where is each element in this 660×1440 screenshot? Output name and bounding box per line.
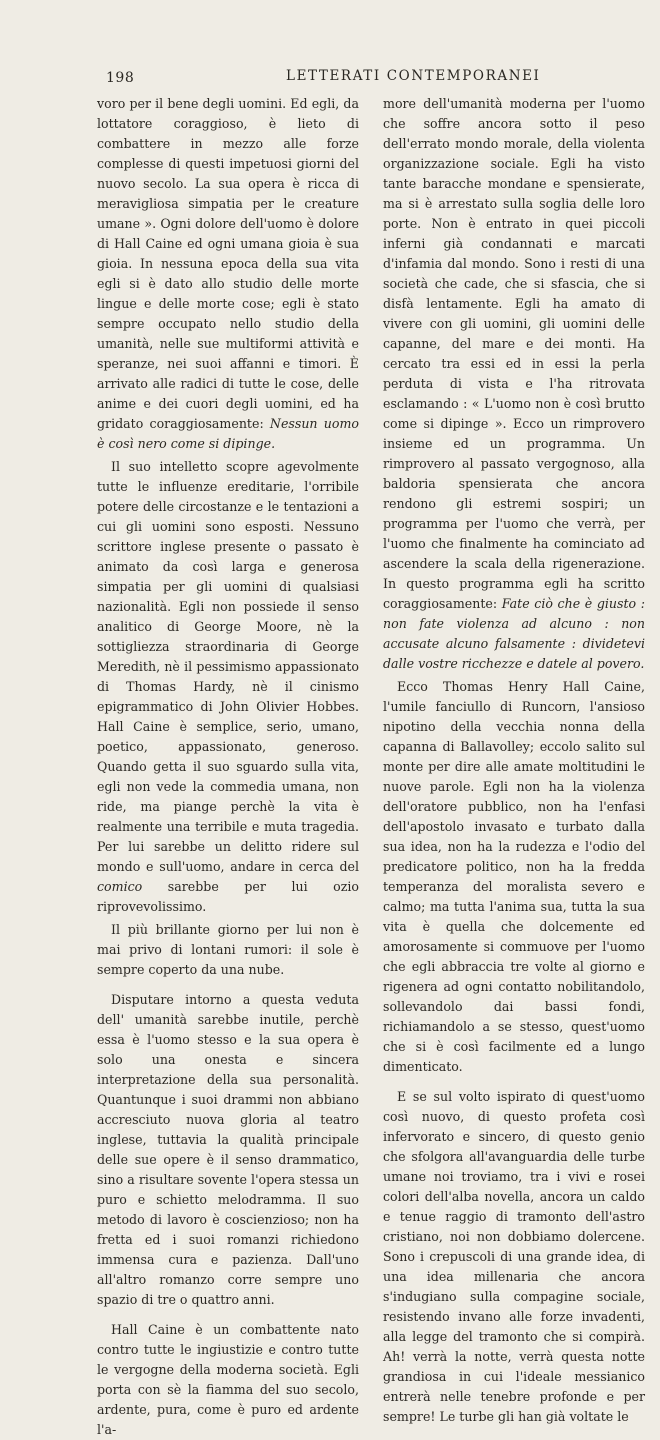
italic-quote: Fate ciò che è giusto : non fate violenza ad alcuno : non accusate alcuno falsamente : dividetevi dalle vostre ricchezze e datele al povero.: [383, 596, 645, 671]
page-number: 198: [106, 70, 135, 86]
paragraph-text: voro per il bene degli uomini. Ed egli, da lottatore coraggioso, è lieto di combattere in mezzo alle forze complesse di questi impetuosi giorni del nuovo secolo. La sua opera è ricca di meravigliosa simpatia per le creature umane ». Ogni dolore dell'uomo è dolore di Hall Caine ed ogni umana gioia è sua gioia. In nessuna epoca della sua vita egli si è dato allo studio delle morte lingue e delle morte cose; egli è stato sempre occupato nello studio della umanità, nelle sue multiformi attività e speranze, nei suoi affanni e timori. È arrivato alle radici di tutte le cose, delle anime e dei cuori degli uomini, ed ha gridato coraggiosamente:: [97, 96, 359, 431]
paragraph: Ecco Thomas Henry Hall Caine, l'umile fanciullo di Runcorn, l'ansioso nipotino della vecchia nonna della capanna di Ballavolley; eccolo salito sul monte per dire alle amate moltitudini le nuove parole. Egli non ha la violenza dell'oratore pubblico, non ha l'enfasi dell'apostolo invasato e turbato dalla sua idea, non ha la rudezza e l'odio del predicatore politico, non ha la fredda temperanza del moralista severo e calmo; ma tutta l'anima sua, tutta la sua vita è quella che dolcemente ed amorosamente si commuove per l'uomo che egli abbraccia tre volte al giorno e rigenera ad ogni contatto nobilitandolo, sollevandolo dai bassi fondi, richiamandolo a se stesso, quest'uomo che si è così facilmente ed a lungo dimenticato.: [383, 679, 645, 1074]
paragraph: E se sul volto ispirato di quest'uomo così nuovo, di questo profeta così infervorato e sincero, di questo genio che sfolgora all'avanguardia delle turbe umane noi troviamo, tra i vivi e rosei colori dell'alba novella, ancora un caldo e tenue raggio di tramonto dell'astro cristiano, noi non dobbiamo dolercene. Sono i crepuscoli di una grande idea, di una idea millenaria che ancora s'indugiano sulla compagine sociale, resistendo invano alle forze invadenti, alla legge del tramonto che si compirà. Ah! verrà la notte, verrà questa notte grandiosa in cui l'ideale messianico entrerà nelle tenebre profonde e per sempre! Le turbe gli han già voltate le: [383, 1089, 645, 1424]
right-column: [383, 94, 645, 1427]
paragraph: Il più brillante giorno per lui non è mai privo di lontani rumori: il sole è sempre coperto da una nube.: [97, 922, 359, 977]
paragraph-text: more dell'umanità moderna per l'uomo che soffre ancora sotto il peso dell'errato mondo morale, della violenta organizzazione sociale. Egli ha visto tante baracche mondane e spensierate, ma si è arrestato sulla soglia delle loro porte. Non è entrato in quei piccoli inferni già condannati e marcati d'infamia dal mondo. Sono i resti di una società che cade, che si sfascia, che si disfà lentamente. Egli ha amato di vivere con gli uomini, gli uomini delle capanne, del mare e dei monti. Ha cercato tra essi ed in essi la perla perduta di vista e l'ha ritrovata esclamando : « L'uomo non è così brutto come si dipinge ». Ecco un rimprovero insieme ed un programma. Un rimprovero al passato vergognoso, alla baldoria spensierata che ancora rendono gli estremi sospiri; un programma per l'uomo che verrà, per l'uomo che finalmente ha cominciato ad ascendere la scala della rigenerazione. In questo programma egli ha scritto coraggiosamente:: [383, 96, 645, 611]
running-title: LETTERATI CONTEMPORANEI: [286, 68, 541, 84]
paragraph: [383, 94, 645, 674]
italic-word: comico: [97, 879, 143, 894]
italic-quote: Nessun uomo è così nero come si dipinge.: [97, 416, 359, 451]
left-column: [97, 94, 359, 1440]
paragraph: Disputare intorno a questa veduta dell' umanità sarebbe inutile, perchè essa è l'uomo stesso e la sua opera è solo una onesta e sincera interpretazione della sua personalità. Quantunque i suoi drammi non abbiano accresciuto nuova gloria al teatro inglese, tuttavia la qualità principale delle sue opere è il senso drammatico, sino a risultare sovente l'opera stessa un puro e schietto melodramma. Il suo metodo di lavoro è coscienzioso; non ha fretta ed i suoi romanzi richiedono immensa cura e pazienza. Dall'uno all'altro romanzo corre sempre uno spazio di tre o quattro anni.: [97, 992, 359, 1307]
paragraph: [97, 94, 359, 454]
paragraph-text: Il suo intelletto scopre agevolmente tutte le influenze ereditarie, l'orribile potere delle circostanze e le tentazioni a cui gli uomini sono esposti. Nessuno scrittore inglese presente o passato è animato da così larga e generosa simpatia per gli uomini di qualsiasi nazionalità. Egli non possiede il senso analitico di George Moore, nè la sottigliezza straordinaria di George Meredith, nè il pessimismo appassionato di Thomas Hardy, nè il cinismo epigrammatico di John Olivier Hobbes. Hall Caine è semplice, serio, umano, poetico, appassionato, generoso. Quando getta il suo sguardo sulla vita, egli non vede la commedia umana, non ride, ma piange perchè la vita è realmente una terribile e muta tragedia. Per lui sarebbe un delitto ridere sul mondo e sull'uomo, andare in cerca del: [97, 459, 359, 874]
paragraph-text: sarebbe per lui ozio riprovevolissimo.: [97, 879, 359, 914]
paragraph: Hall Caine è un combattente nato contro tutte le ingiustizie e contro tutte le vergogne della moderna società. Egli porta con sè la fiamma del suo secolo, ardente, pura, come è puro ed ardente l'a-: [97, 1322, 359, 1437]
paragraph: [97, 457, 359, 917]
